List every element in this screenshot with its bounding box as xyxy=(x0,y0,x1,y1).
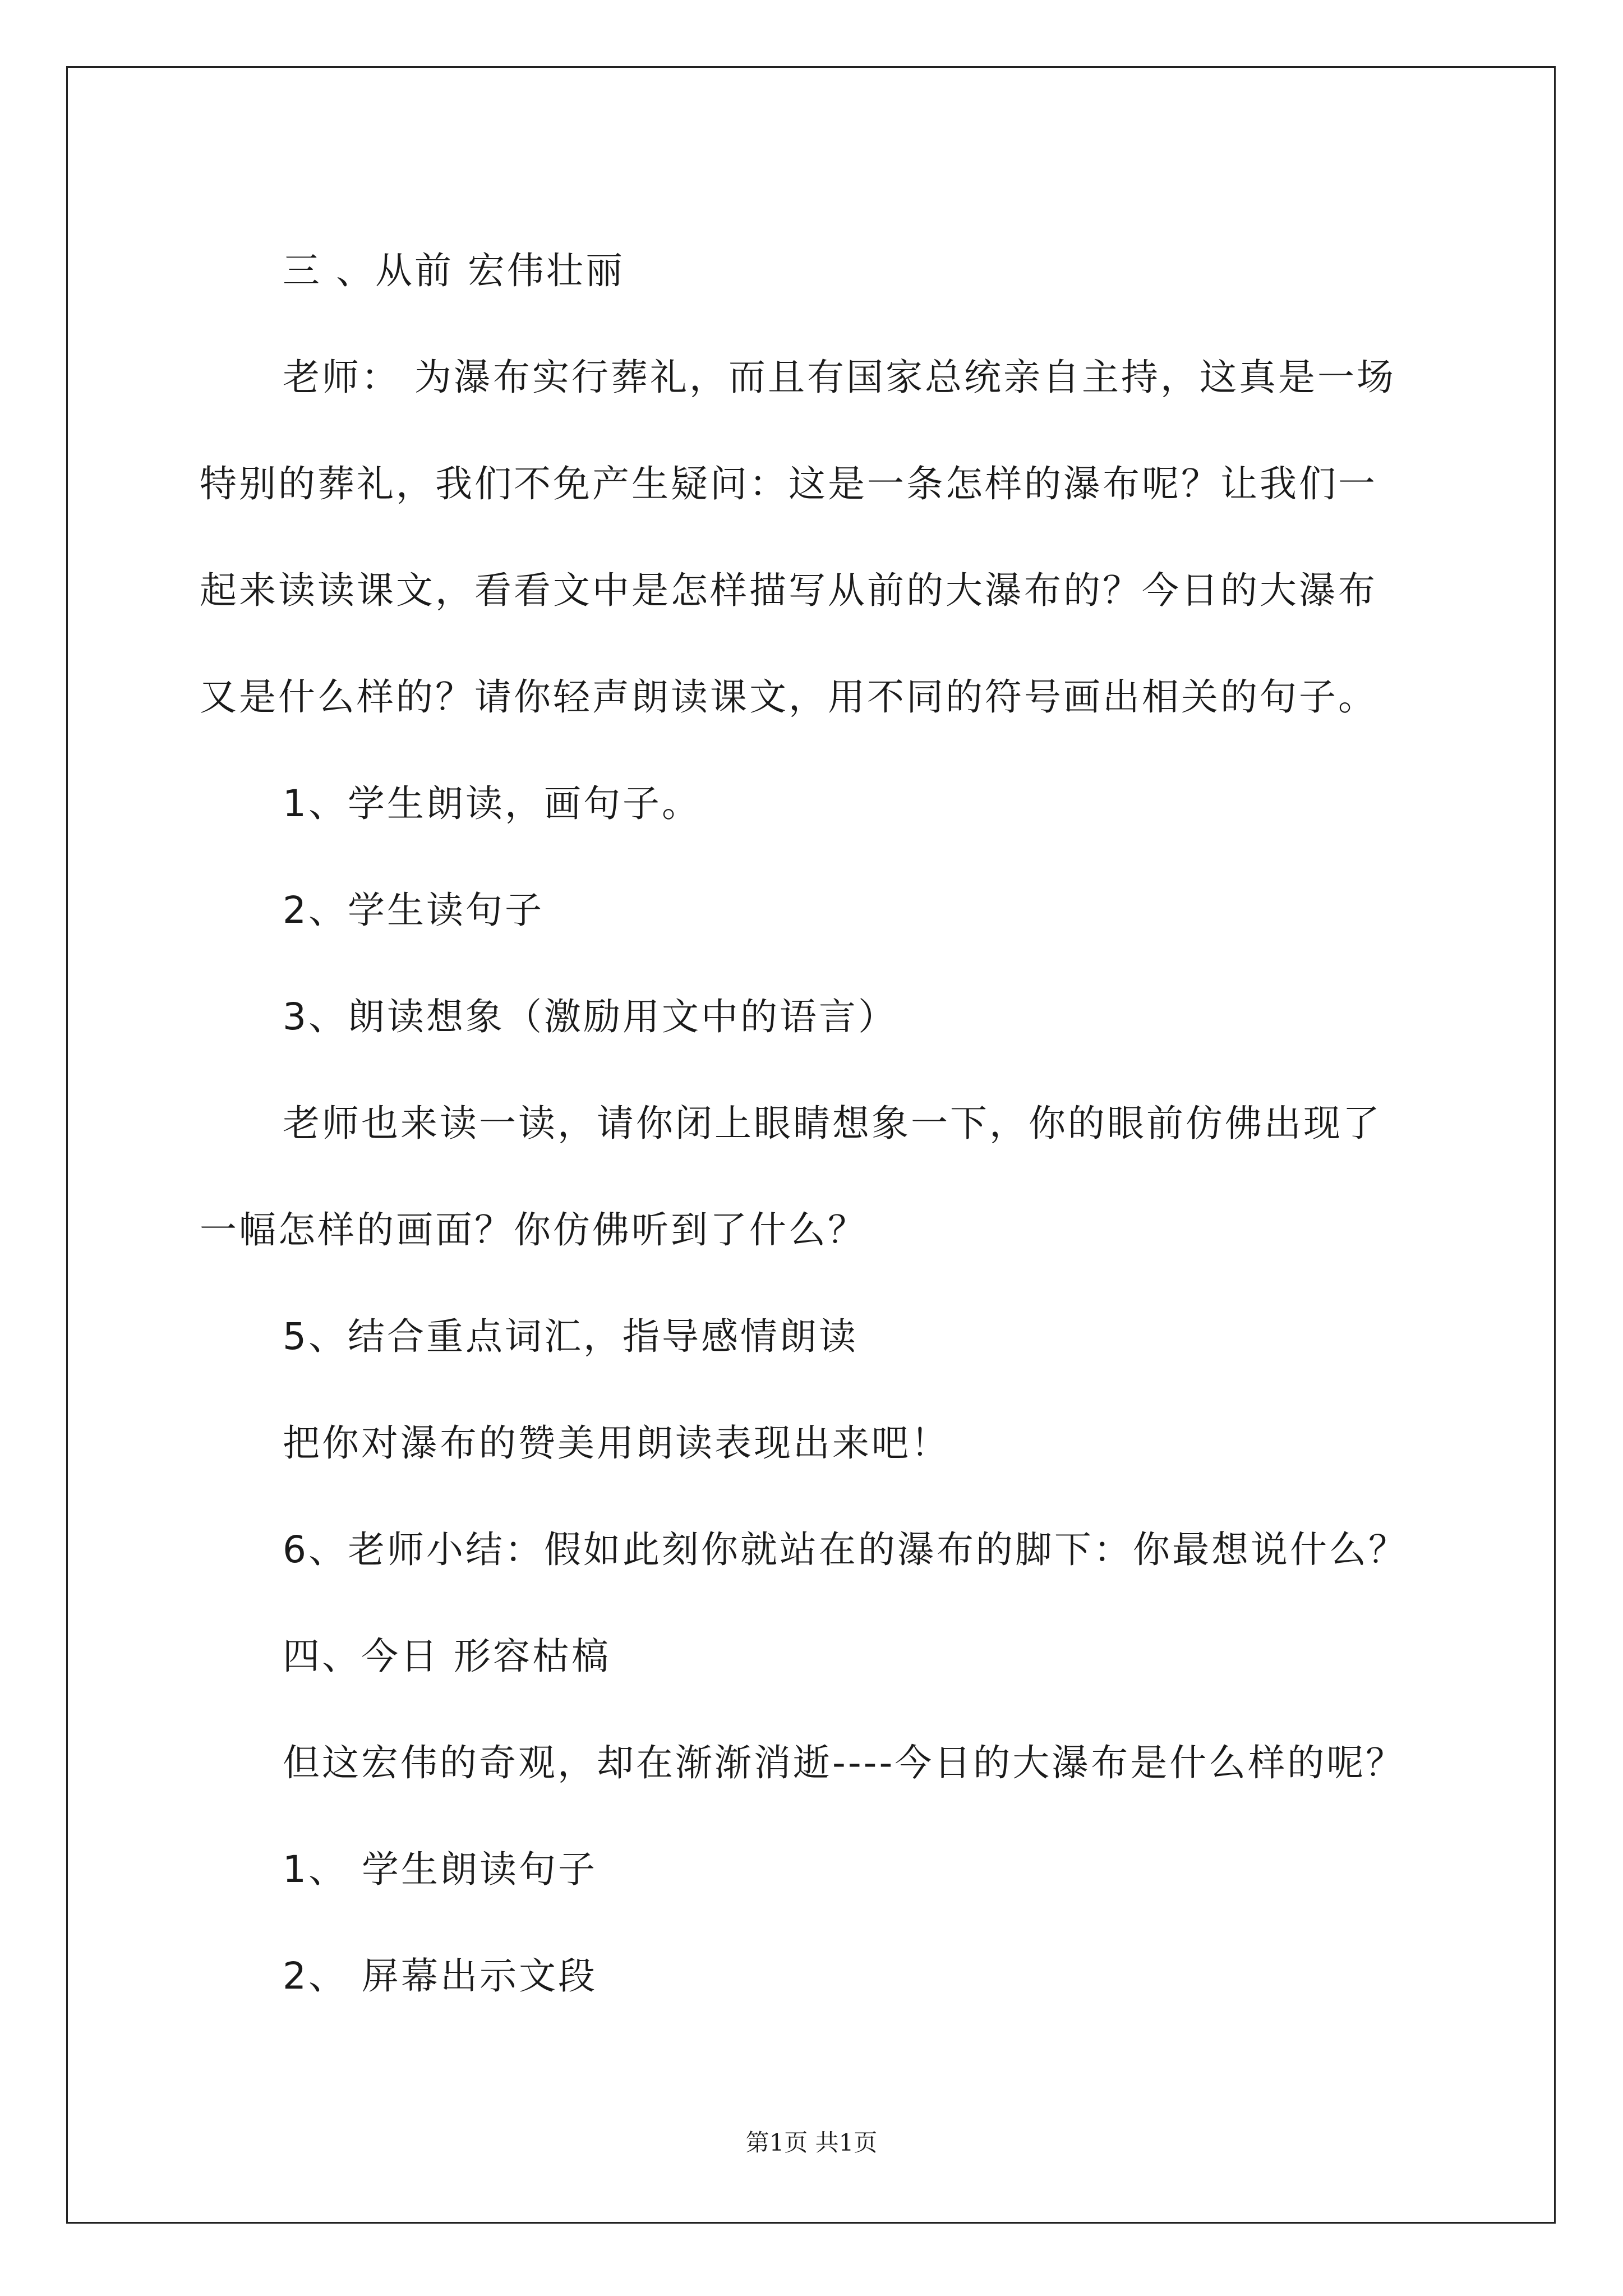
heading-section-three: 三 、从前 宏伟壮丽 xyxy=(283,249,625,292)
list-item-step-6: 6、老师小结：假如此刻你就站在的瀑布的脚下：你最想说什么？ xyxy=(283,1528,1408,1571)
paragraph-teacher-intro: 老师： 为瀑布实行葬礼，而且有国家总统亲自主持，这真是一场 xyxy=(283,356,1396,399)
paragraph-teacher-reads: 老师也来读一读，请你闭上眼睛想象一下，你的眼前仿佛出现了 xyxy=(283,1102,1382,1145)
paragraph-praise: 把你对瀑布的赞美用朗读表现出来吧！ xyxy=(283,1421,950,1465)
list-item-step-2: 2、学生读句子 xyxy=(283,889,544,932)
list-item-step-3: 3、朗读想象（激励用文中的语言） xyxy=(283,995,897,1038)
paragraph-transition: 但这宏伟的奇观，却在渐渐消逝----今日的大瀑布是什么样的呢？ xyxy=(283,1741,1405,1784)
paragraph-teacher-reads-line: 一幅怎样的画面？你仿佛听到了什么？ xyxy=(200,1208,867,1251)
document-body xyxy=(200,218,1447,2030)
list-item-sub-step-2: 2、 屏幕出示文段 xyxy=(283,1954,597,1998)
paragraph-teacher-intro-line: 起来读读课文，看看文中是怎样描写从前的大瀑布的？今日的大瀑布 xyxy=(200,569,1377,612)
paragraph-teacher-intro-line: 又是什么样的？请你轻声朗读课文，用不同的符号画出相关的句子。 xyxy=(200,675,1377,719)
paragraph-teacher-intro-line: 特别的葬礼，我们不免产生疑问：这是一条怎样的瀑布呢？让我们一 xyxy=(200,462,1377,505)
list-item-step-1: 1、学生朗读，画句子。 xyxy=(283,782,701,825)
list-item-step-5: 5、结合重点词汇，指导感情朗读 xyxy=(283,1315,858,1358)
page-number-footer: 第1页 共1页 xyxy=(745,2129,878,2156)
heading-section-four: 四、今日 形容枯槁 xyxy=(283,1635,611,1678)
list-item-sub-step-1: 1、 学生朗读句子 xyxy=(283,1848,597,1891)
